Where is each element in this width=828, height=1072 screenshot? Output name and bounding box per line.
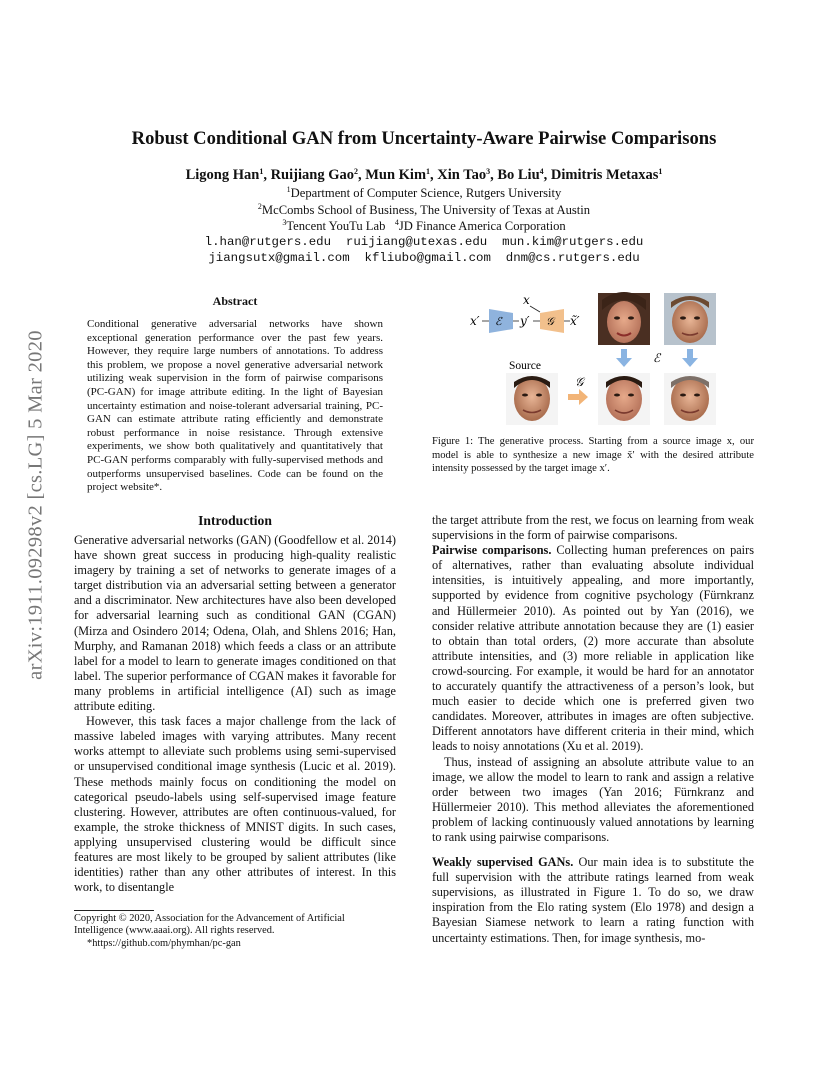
target-face-2	[664, 293, 716, 345]
author-name: Ruijiang Gao	[270, 167, 354, 183]
right-column-body	[432, 513, 754, 946]
footnotes	[74, 913, 396, 950]
introduction-heading: Introduction	[198, 513, 272, 528]
pairwise-paragraph	[432, 543, 754, 754]
right-paragraph-1: the target attribute from the rest, we focus on learning from weak supervisions in the form of pairwise comparisons.	[432, 513, 754, 543]
author-affil-mark: 2	[353, 167, 358, 176]
generator-label: 𝒢	[575, 375, 584, 389]
affiliation-1: $^1$Department of Computer Science, Rutgers University	[286, 185, 562, 200]
generated-face-2	[664, 373, 716, 425]
label-x: x	[523, 293, 530, 307]
author-affil-mark: 1	[426, 167, 431, 176]
affiliation-2: $^2$McCombs School of Business, The University of Texas at Austin	[257, 202, 591, 217]
label-yprime: y′	[520, 314, 530, 328]
left-column-body	[74, 533, 396, 895]
affiliation-3-4: $^3$Tencent YouTu Lab $^4$JD Finance America Corporation	[282, 218, 566, 233]
author-name: Ligong Han	[185, 167, 260, 183]
arxiv-stamp	[22, 290, 50, 720]
copyright-notice: Copyright © 2020, Association for the Advancement of Artificial Intelligence (www.aaai.org). All rights reserved.	[74, 913, 345, 937]
source-face	[506, 373, 558, 425]
author-name: Bo Liu	[497, 167, 540, 183]
pairwise-heading: Pairwise comparisons.	[432, 543, 552, 558]
source-label: Source	[509, 360, 541, 372]
author-name: Xin Tao	[437, 167, 487, 183]
generated-face-1	[598, 373, 650, 425]
emails-line-2: jiangsutx@gmail.com kfliubo@gmail.com dnm@cs.rutgers.edu	[208, 251, 640, 265]
emails-line-1: l.han@rutgers.edu ruijiang@utexas.edu mun.kim@rutgers.edu	[204, 235, 644, 249]
weakly-supervised-text: Our main idea is to substitute the full supervision with the attribute ratings learned from weak supervisions, as illustrated in Figure 1. To do so, we draw inspiration from the Elo rating system (Elo 1978) and design a Bayesian Siamese network to learn a rating function with uncertainty estimations. Then, for image synthesis, mo-	[432, 855, 754, 945]
encoder-symbol: ℰ	[495, 315, 502, 328]
project-url[interactable]: *https://github.com/phymhan/pc-gan	[87, 937, 241, 949]
pairwise-text: Collecting human preferences on pairs of alternatives, rather than evaluating absolute individual intensities, is intuitively appealing, and more importantly, supported by evidence from cognitive psychology (Fürnkranz and Hüllermeier 2010). As pointed out by Yan (2016), we consider relative attribute annotation because they are (1) easier to obtain than total orders, (2) more accurate than absolute attribute intensities, and (3) more reliable in application like crowd-sourcing. For example, it would be hard for an annotator to accurately quantify the attractiveness of a person’s look, but much easier to decide which one is preferred given two candidates. Moreover, attributes in images are often subjective. Different annotators have different criteria in their mind, which leads to noisy annotations (Xu et al. 2019).	[432, 543, 754, 754]
down-arrow-2	[682, 349, 698, 367]
author-name: Mun Kim	[365, 167, 427, 183]
down-arrow-1	[616, 349, 632, 367]
intro-paragraph-2: However, this task faces a major challenge from the lack of massive labeled images with varying attributes. Many recent works attempt to alleviate such problems using semi-supervised or unsupervised conditional image synthesis (Lucic et al. 2019). These methods mainly focus on conditioning the model on categorical pseudo-labels using self-supervised image feature clustering. However, attributes are often continuous-valued, for example, the stroke thickness of MNIST digits. In such cases, applying unsupervised clustering would be difficult since features are most likely to be grouped by salient attributes (like identities) rather than any other attributes of interest. In this work, to disentangle	[74, 714, 396, 895]
weakly-supervised-heading: Weakly supervised GANs.	[432, 855, 574, 870]
author-affil-mark: 4	[539, 167, 544, 176]
arxiv-id: arXiv:1911.09298v2 [cs.LG] 5 Mar 2020	[24, 330, 47, 680]
author-affil-mark: 3	[486, 167, 491, 176]
author-affil-mark: 1	[658, 167, 663, 176]
paper-title: Robust Conditional GAN from Uncertainty-Aware Pairwise Comparisons	[131, 128, 717, 149]
right-arrow	[568, 389, 588, 405]
author-affil-mark: 1	[259, 167, 264, 176]
author-list: Ligong Han$^1$, Ruijiang Gao$^2$, Mun Kim$^1$, Xin Tao$^3$, Bo Liu$^4$, Dimitris Metaxas$^1$	[185, 167, 663, 183]
figure-1-caption: Figure 1: The generative process. Starting from a source image x, our model is able to synthesize a new image x̃′ with the desired attribute intensity possessed by the target image x′.	[432, 436, 754, 474]
arrow-x-to-generator	[530, 306, 540, 312]
right-paragraph-3: Thus, instead of assigning an absolute attribute value to an image, we allow the model to learn to rank and assign a relative order between two images (Yan 2016; Fürnkranz and Hüllermeier 2010). This method alleviates the aforementioned problem of lacking continuously valued annotations by learning to rank using pairwise comparisons.	[432, 754, 754, 844]
footnote-rule	[74, 910, 154, 911]
abstract-heading: Abstract	[212, 294, 258, 308]
figure-1	[432, 288, 762, 428]
generator-symbol: 𝒢	[546, 315, 554, 328]
abstract-text: Conditional generative adversarial networks have shown exceptional generation performance over the past few years. However, they require large numbers of annotations. To address this problem, we propose a novel generative adversarial network utilizing weak supervision in the form of pairwise comparisons (PC-GAN) for image attribute editing. In the light of Bayesian uncertainty estimation and noise-tolerant adversarial training, PC-GAN can estimate attribute rating efficiently and demonstrate robust performance in noise resistance. Through extensive experiments, we show both qualitatively and quantitatively that PC-GAN performs comparably with fully-supervised methods and outperforms unsupervised baselines. Code can be found on the project website*.	[87, 318, 383, 494]
label-xtilde: x̃′	[570, 314, 580, 328]
encoder-label: ℰ	[653, 351, 661, 365]
weakly-supervised-paragraph	[432, 855, 754, 946]
target-face-1	[598, 292, 650, 345]
label-xprime: x′	[470, 314, 480, 328]
author-name: Dimitris Metaxas	[550, 167, 659, 183]
intro-paragraph-1: Generative adversarial networks (GAN) (Goodfellow et al. 2014) have shown great success in producing high-quality realistic imagery by training a set of networks to generate images of a target distribution via an adversarial setting between a generator and a discriminator. New architectures have also been developed for adversarial learning such as conditional GAN (CGAN) (Mirza and Osindero 2014; Odena, Olah, and Shlens 2016; Han, Murphy, and Ramanan 2018) which feeds a class or an attribute label for a model to learn to generate images conditioned on that label. The superior performance of CGAN makes it favorable for many problems in artificial intelligence (AI) such as image attribute editing.	[74, 533, 396, 714]
figure-1-graphic	[432, 288, 762, 428]
